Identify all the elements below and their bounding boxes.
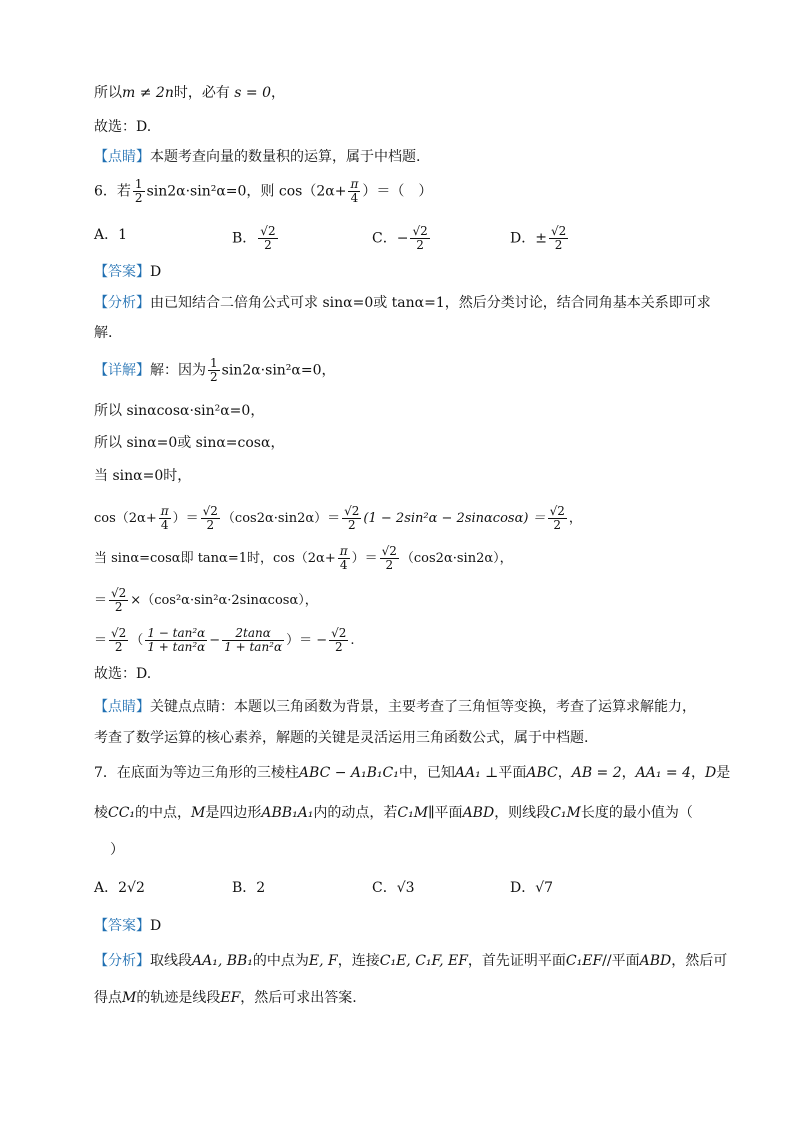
math-inline: C₁M bbox=[397, 805, 429, 821]
math-inline: ABC − A₁B₁C₁ bbox=[298, 765, 399, 781]
numerator: 2tanα bbox=[222, 627, 284, 641]
numerator: √2 bbox=[111, 586, 127, 600]
math-inline: s = 0 bbox=[234, 85, 272, 101]
denominator: 2 bbox=[210, 370, 218, 384]
text: 内的动点，若 bbox=[313, 805, 398, 821]
fraction bbox=[201, 505, 220, 532]
answer: D bbox=[150, 264, 162, 280]
numerator: √2 bbox=[412, 224, 428, 238]
denominator: 2 bbox=[334, 640, 343, 654]
text: 本题考查向量的数量积的运算，属于中档题. bbox=[150, 149, 421, 165]
fraction bbox=[342, 505, 361, 532]
option-b: B．2 bbox=[232, 880, 266, 896]
text: ， bbox=[691, 765, 706, 781]
numerator: √2 bbox=[331, 626, 347, 640]
text: ∥平面 bbox=[428, 805, 463, 821]
numerator: √2 bbox=[111, 626, 127, 640]
fraction bbox=[338, 545, 350, 572]
text: sin2α·sin²α=0，则 cos（2α+ bbox=[146, 183, 347, 200]
text: cos（2α+ bbox=[94, 511, 157, 526]
text: 长度的最小值为（ bbox=[580, 805, 693, 821]
section-tag: 【分析】 bbox=[94, 295, 150, 311]
key-point-line bbox=[94, 697, 704, 717]
math-inline: ABD bbox=[639, 953, 672, 969]
answer: D bbox=[150, 918, 162, 934]
denominator: 1 + tan²α bbox=[147, 640, 206, 654]
text: 7．在底面为等边三角形的三棱柱 bbox=[94, 765, 299, 781]
text: . bbox=[350, 633, 355, 648]
math-inline: AA₁ = 4 bbox=[635, 765, 692, 781]
denominator: 2 bbox=[385, 558, 394, 572]
numerator: √2 bbox=[550, 224, 567, 238]
option-c bbox=[372, 225, 432, 252]
fraction bbox=[549, 225, 568, 252]
math-inline: D bbox=[705, 765, 717, 781]
text: ）＝ − bbox=[286, 633, 328, 648]
text: 的轨迹是线段 bbox=[136, 990, 221, 1006]
answer-line bbox=[94, 262, 704, 282]
option-a: A．2√2 bbox=[94, 880, 145, 896]
section-tag: 【答案】 bbox=[94, 918, 150, 934]
fraction bbox=[222, 627, 284, 654]
text-line bbox=[94, 147, 704, 167]
option-d: D．√7 bbox=[510, 880, 554, 896]
text-line: 故选：D. bbox=[94, 119, 152, 135]
text: 的中点， bbox=[135, 805, 192, 821]
numerator: 1 bbox=[134, 177, 143, 191]
text-line: 解. bbox=[94, 325, 113, 341]
denominator: 2 bbox=[264, 238, 272, 252]
fraction bbox=[329, 627, 348, 654]
option-a: A．1 bbox=[94, 227, 128, 243]
text-line: ） bbox=[110, 842, 124, 858]
numerator: √2 bbox=[260, 224, 276, 238]
text: 当 sinα=cosα即 tanα=1时，cos（2α+ bbox=[94, 551, 336, 566]
fraction bbox=[548, 505, 567, 532]
text-line bbox=[94, 803, 704, 823]
math-inline: ABC bbox=[526, 765, 558, 781]
text-line bbox=[94, 988, 704, 1008]
math-inline: EF bbox=[220, 990, 241, 1006]
numerator: 1 − tan²α bbox=[147, 626, 206, 640]
denominator: 4 bbox=[339, 558, 348, 572]
denominator: 2 bbox=[206, 518, 215, 532]
math-inline: E, F bbox=[308, 953, 338, 969]
text-line: 故选：D. bbox=[94, 666, 152, 682]
math-inline: AA₁ ⊥ bbox=[454, 765, 499, 781]
fraction bbox=[380, 545, 399, 572]
text: 是四边形 bbox=[205, 805, 262, 821]
section-tag: 【点睛】 bbox=[94, 699, 150, 715]
math-inline: M bbox=[122, 990, 137, 1006]
option-label: C．− bbox=[372, 230, 409, 247]
fraction bbox=[109, 627, 128, 654]
text: 时，必有 bbox=[173, 85, 230, 101]
numerator: π bbox=[339, 544, 348, 558]
denominator: 2 bbox=[114, 640, 123, 654]
denominator: 4 bbox=[160, 518, 169, 532]
numerator: √2 bbox=[344, 504, 360, 518]
text: （cos2α·sin2α）＝ bbox=[221, 511, 341, 526]
text: //平面 bbox=[602, 953, 640, 969]
text: 中，已知 bbox=[398, 765, 455, 781]
fraction bbox=[410, 225, 429, 252]
math-inline: AA₁, BB₁ bbox=[192, 953, 253, 969]
text: （cos2α·sin2α）， bbox=[400, 551, 513, 566]
section-tag: 【详解】 bbox=[94, 362, 150, 379]
math-inline: ABB₁A₁ bbox=[261, 805, 314, 821]
fraction bbox=[109, 587, 128, 614]
text: sin2α·sin²α=0， bbox=[221, 362, 336, 379]
text-line: 当 sinα=0时， bbox=[94, 468, 192, 484]
text: ＝ bbox=[94, 633, 108, 648]
denominator: 2 bbox=[347, 518, 356, 532]
formula-line: ＝ $\frac{√2}{2}$ （ $\frac{\text{1 − tan²α}}{\text{1 + tan²α}}$ − $\frac{2\tan\alpha}{\text{1 + tan²α}}$ ）＝ − $\frac{√2}{2}$ . bbox=[94, 626, 355, 654]
option-label: B． bbox=[232, 230, 257, 247]
text: ，则线段 bbox=[494, 805, 551, 821]
text-line bbox=[94, 83, 704, 103]
detail-line bbox=[94, 357, 704, 384]
text: ＝ bbox=[94, 593, 108, 608]
denominator: 2 bbox=[416, 238, 424, 252]
math-inline: M bbox=[191, 805, 206, 821]
section-tag: 【答案】 bbox=[94, 264, 150, 280]
text: 关键点点睛：本题以三角函数为背景，主要考查了三角恒等变换，考查了运算求解能力， bbox=[150, 699, 696, 715]
formula-line bbox=[94, 505, 704, 532]
text: 取线段 bbox=[150, 953, 192, 969]
text-line: 所以 sinα=0或 sinα=cosα， bbox=[94, 435, 285, 451]
fraction bbox=[258, 225, 277, 252]
text: 解：因为 bbox=[150, 362, 206, 379]
numerator: 1 bbox=[210, 356, 218, 370]
text: ）＝ bbox=[172, 511, 199, 526]
text: 所以 bbox=[94, 85, 122, 101]
text: ，连接 bbox=[337, 953, 380, 969]
math-inline: C₁E, C₁F, EF bbox=[379, 953, 468, 969]
fraction bbox=[208, 357, 220, 384]
section-tag: 【点睛】 bbox=[94, 149, 150, 165]
text: ）＝（ ） bbox=[362, 183, 433, 200]
text: 由已知结合二倍角公式可求 sinα=0或 tanα=1，然后分类讨论，结合同角基本关系即可求 bbox=[150, 295, 711, 311]
math-inline: CC₁ bbox=[108, 805, 136, 821]
formula-line bbox=[94, 587, 704, 614]
numerator: √2 bbox=[202, 504, 218, 518]
math-inline: AB = 2 bbox=[571, 765, 622, 781]
numerator: π bbox=[350, 177, 359, 191]
text: ，然后可求出答案. bbox=[240, 990, 357, 1006]
formula-line bbox=[94, 545, 704, 572]
text: 是 bbox=[716, 765, 731, 781]
analysis-line bbox=[94, 293, 711, 313]
math-inline: C₁EF bbox=[565, 953, 603, 969]
math-inline: m ≠ 2n bbox=[122, 85, 174, 101]
text: ， bbox=[557, 765, 572, 781]
answer-line bbox=[94, 916, 704, 936]
fraction bbox=[348, 178, 360, 205]
fraction bbox=[145, 627, 207, 654]
numerator: √2 bbox=[549, 504, 565, 518]
analysis-line bbox=[94, 951, 728, 971]
math-inline: C₁M bbox=[550, 805, 581, 821]
fraction bbox=[159, 505, 171, 532]
option-d bbox=[510, 225, 570, 252]
question-6 bbox=[94, 178, 704, 205]
question-7 bbox=[94, 763, 731, 783]
text: ， bbox=[271, 85, 286, 101]
text: ，首先证明平面 bbox=[467, 953, 566, 969]
numerator: π bbox=[160, 504, 169, 518]
fraction bbox=[133, 178, 145, 205]
denominator: 2 bbox=[114, 600, 123, 614]
text-line: 所以 sinαcosα·sin²α=0， bbox=[94, 403, 265, 419]
option-b bbox=[232, 225, 280, 252]
option-c: C．√3 bbox=[372, 880, 415, 896]
text: 6．若 bbox=[94, 183, 131, 200]
text: ，然后可 bbox=[671, 953, 728, 969]
text: 平面 bbox=[498, 765, 527, 781]
text-line: 考查了数学运算的核心素养，解题的关键是灵活运用三角函数公式，属于中档题. bbox=[94, 730, 589, 746]
text: ， bbox=[568, 511, 582, 526]
math-inline: (1 − 2sin²α − 2sinαcosα) ＝ bbox=[363, 511, 546, 526]
math-inline: ABD bbox=[462, 805, 495, 821]
denominator: 2 bbox=[554, 238, 563, 252]
denominator: 2 bbox=[134, 191, 143, 205]
denominator: 1 + tan²α bbox=[224, 640, 283, 654]
numerator: √2 bbox=[381, 544, 397, 558]
option-label: D．± bbox=[510, 230, 547, 247]
section-tag: 【分析】 bbox=[94, 953, 150, 969]
text: ， bbox=[621, 765, 636, 781]
denominator: 4 bbox=[350, 191, 359, 205]
text: 的中点为 bbox=[252, 953, 309, 969]
text: 棱 bbox=[94, 805, 108, 821]
text: 得点 bbox=[94, 990, 122, 1006]
denominator: 2 bbox=[553, 518, 562, 532]
text: ×（cos²α·sin²α·2sinαcosα）， bbox=[130, 593, 318, 608]
text: ）＝ bbox=[351, 551, 378, 566]
